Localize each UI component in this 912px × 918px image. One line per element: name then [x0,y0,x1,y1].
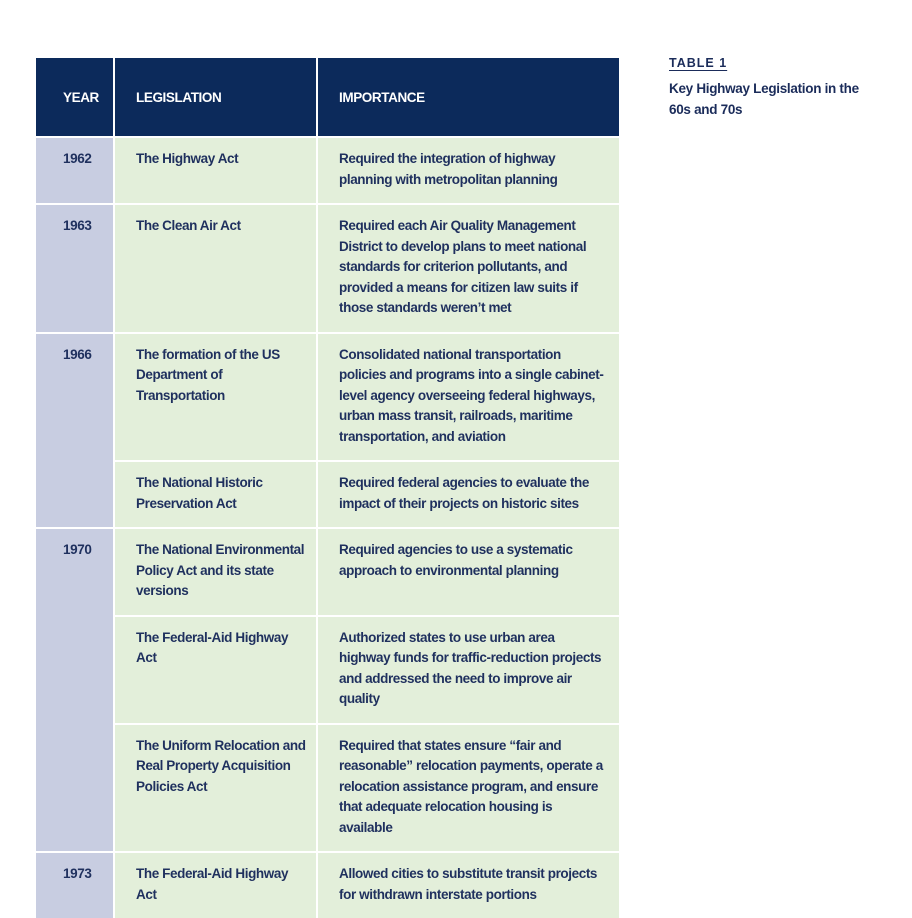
importance-cell: Required that states ensure “fair and reasonable” relocation payments, operate a relocation assistance program, and ensure that adequate relocation housing is available [318,723,619,852]
year-cell: 1970 [36,527,115,851]
table-row [36,527,619,615]
legislation-cell: The Uniform Relocation and Real Property Acquisition Policies Act [115,723,318,852]
table-row [36,136,619,203]
table-header [36,58,619,136]
table-row [36,615,619,723]
year-column-header: YEAR [36,58,115,136]
header-row [36,58,619,136]
importance-cell: Consolidated national transportation policies and programs into a single cabinet-level agency overseeing federal highways, urban mass transit, railroads, maritime transportation, and aviation [318,332,619,461]
legislation-cell: The National Environmental Policy Act and its state versions [115,527,318,615]
importance-cell: Required each Air Quality Management District to develop plans to meet national standards for criterion pollutants, and provided a means for citizen law suits if those standards weren’t met [318,203,619,332]
year-cell: 1963 [36,203,115,332]
legislation-cell: The Highway Act [115,136,318,203]
legislation-cell: The Clean Air Act [115,203,318,332]
table-caption: Key Highway Legislation in the 60s and 70s [669,81,859,117]
legislation-cell: The formation of the US Department of Transportation [115,332,318,461]
table-row [36,723,619,852]
legislation-cell: The Federal-Aid Highway Act [115,615,318,723]
legislation-cell: The National Historic Preservation Act [115,460,318,527]
importance-column-header: IMPORTANCE [318,58,619,136]
year-cell: 1973 [36,851,115,918]
legislation-column-header: LEGISLATION [115,58,318,136]
year-cell: 1962 [36,136,115,203]
table-number-label: TABLE 1 [669,56,728,70]
table-row [36,203,619,332]
importance-cell: Authorized states to use urban area highway funds for traffic-reduction projects and addressed the need to improve air quality [318,615,619,723]
table-caption-block [669,56,869,120]
year-cell: 1966 [36,332,115,528]
importance-cell: Required federal agencies to evaluate the impact of their projects on historic sites [318,460,619,527]
table-row [36,332,619,461]
importance-cell: Required agencies to use a systematic approach to environmental planning [318,527,619,615]
legislation-table [36,58,619,918]
table-body [36,136,619,918]
legislation-cell: The Federal-Aid Highway Act [115,851,318,918]
table-row [36,460,619,527]
importance-cell: Required the integration of highway planning with metropolitan planning [318,136,619,203]
table-row [36,851,619,918]
importance-cell: Allowed cities to substitute transit projects for withdrawn interstate portions [318,851,619,918]
